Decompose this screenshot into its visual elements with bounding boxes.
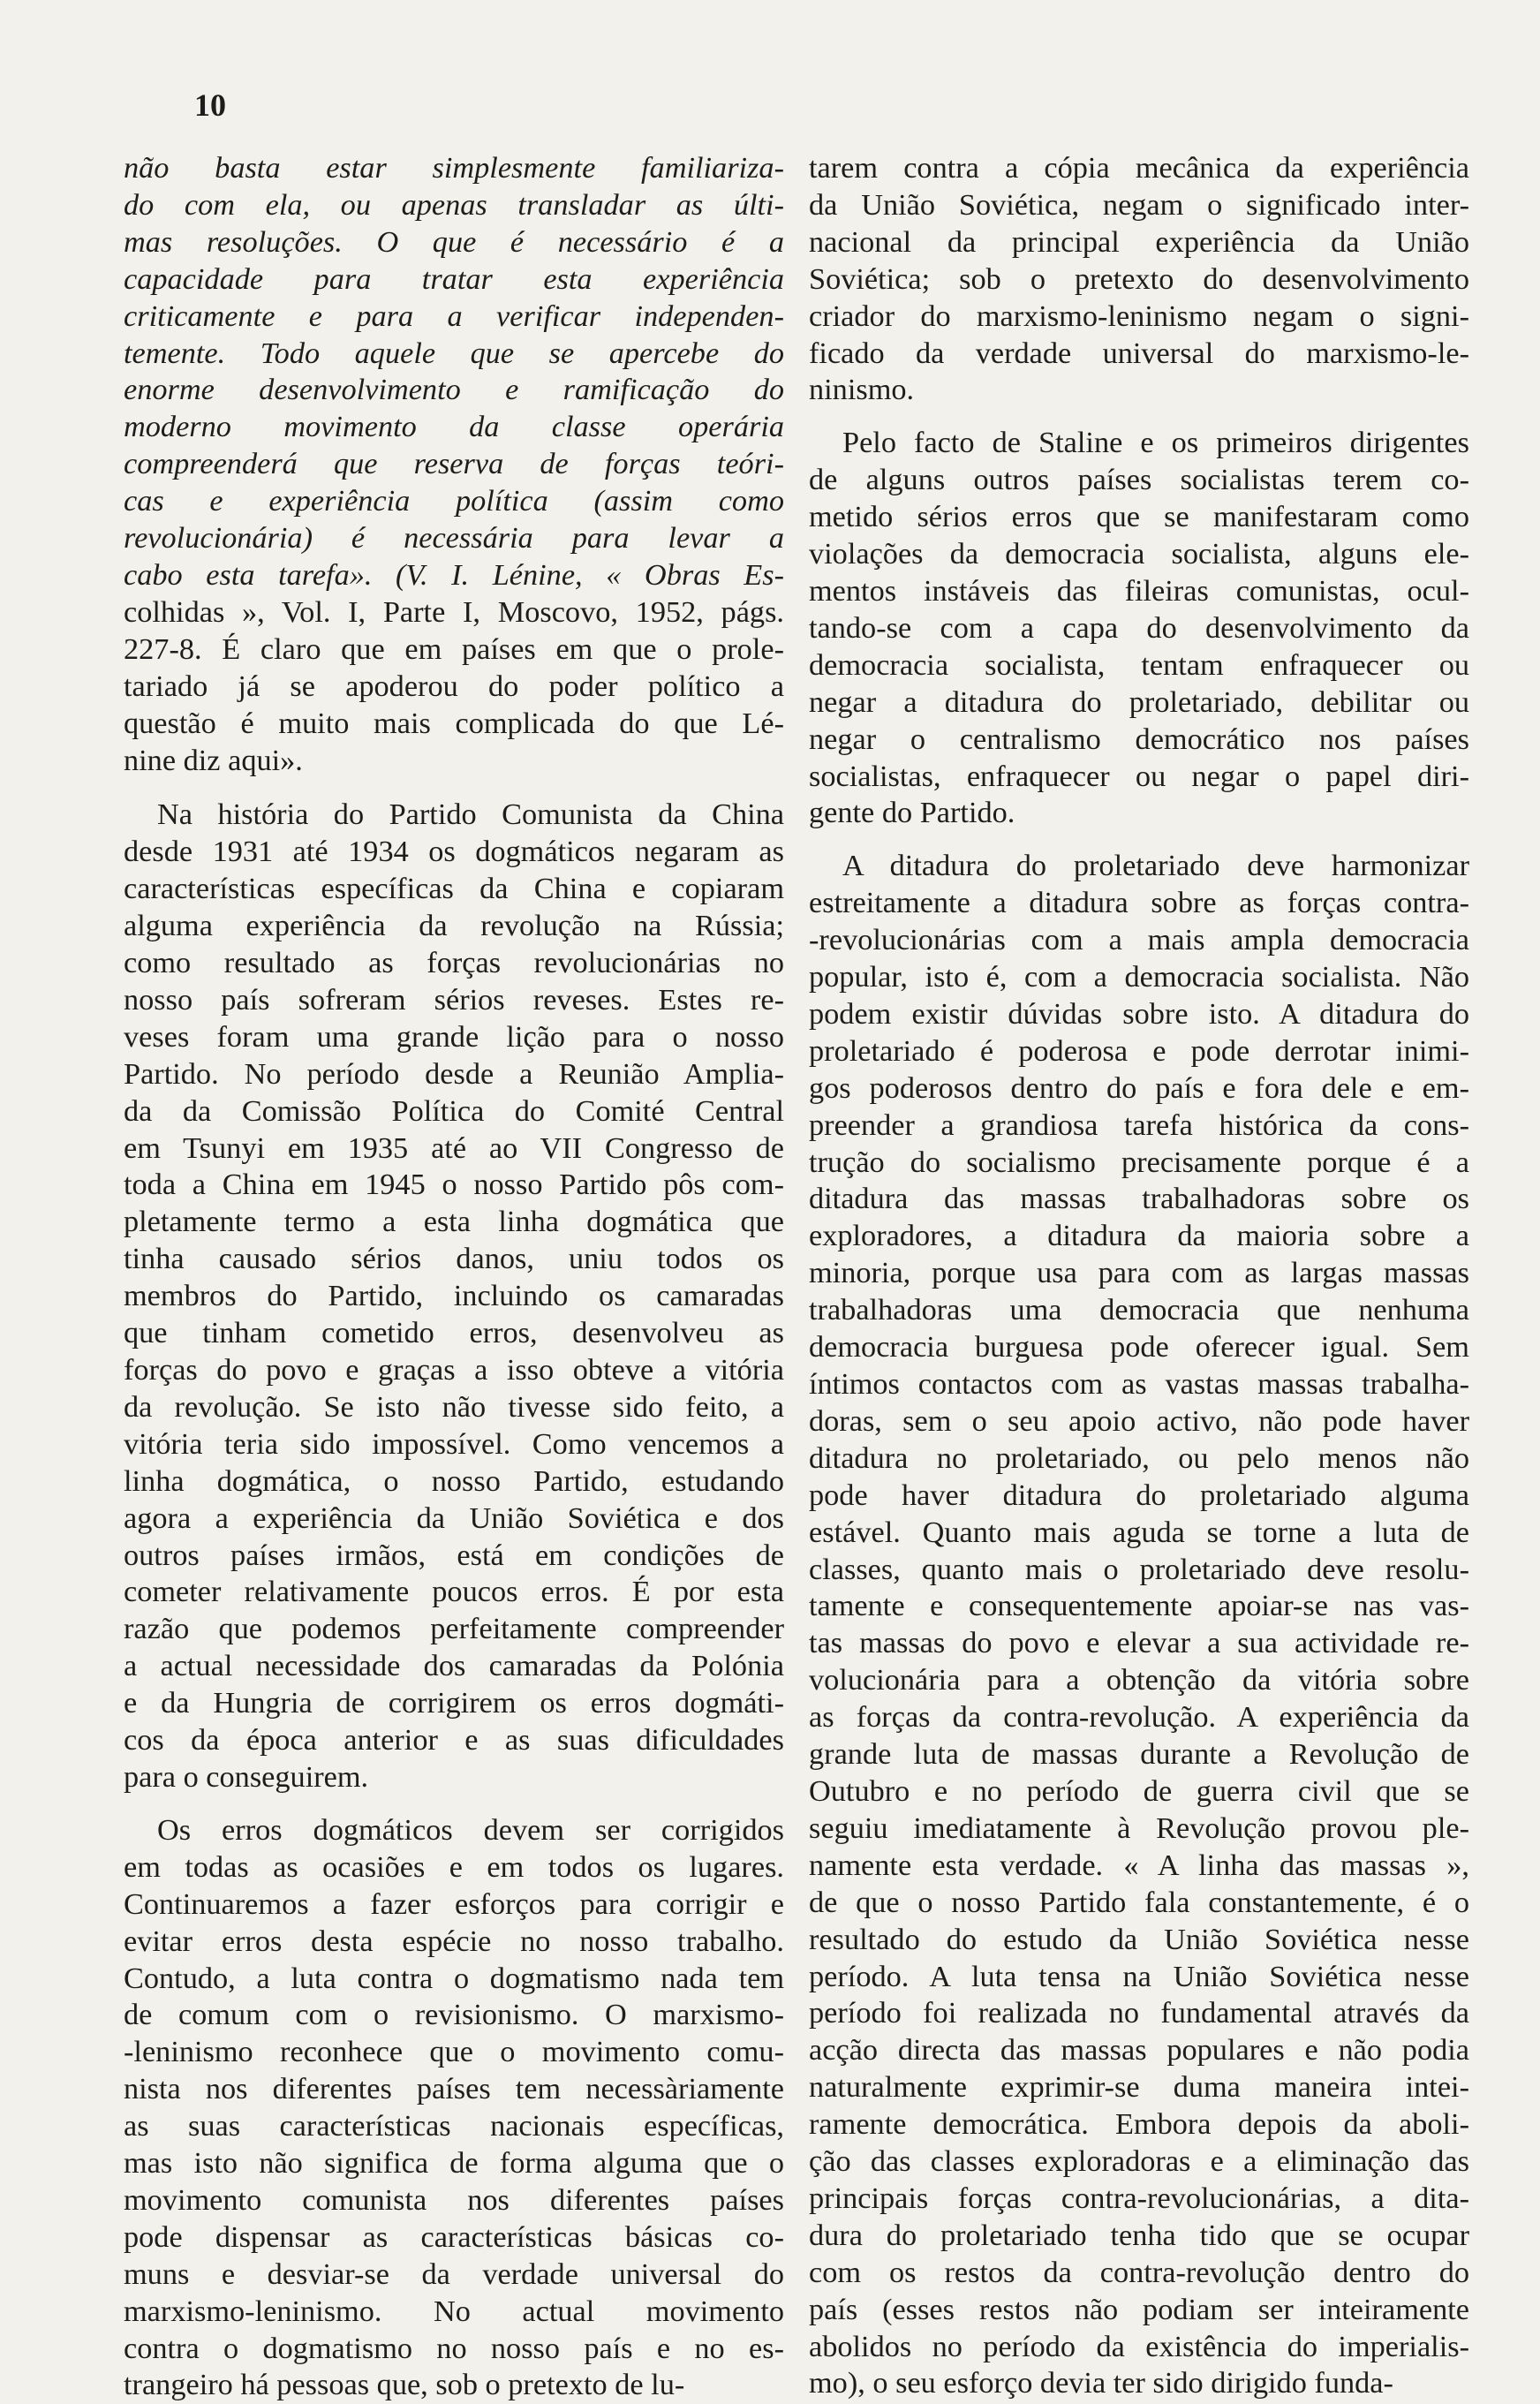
text-line: contra o dogmatismo no nosso país e no es- [124,2331,784,2365]
page-number: 10 [194,87,226,123]
text-line: violações da democracia socialista, alguns ele- [809,537,1469,571]
text-line: namente esta verdade. « A linha das massas », [809,1848,1469,1882]
text-line: principais forças contra-revolucionárias, a dita- [809,2181,1469,2215]
text-line: não basta estar simplesmente familiariza- [124,151,784,185]
paragraph [809,848,1469,2402]
right-column [809,150,1469,2402]
text-line: país (esses restos não podiam ser inteiramente [809,2292,1469,2326]
text-line: veses foram uma grande lição para o nosso [124,1019,784,1054]
text-line: período. A luta tensa na União Soviética nesse [809,1959,1469,1993]
text-line: gos poderosos dentro do país e fora dele e em- [809,1070,1469,1105]
text-line: dura do proletariado tenha tido que se ocupar [809,2218,1469,2252]
text-line: colhidas », Vol. I, Parte I, Moscovo, 1952, págs. [124,594,784,629]
text-line: negar a ditadura do proletariado, debilitar ou [809,684,1469,719]
text-line: popular, isto é, com a democracia socialista. Não [809,960,1469,994]
text-line: em todas as ocasiões e em todos os lugares. [124,1849,784,1884]
text-line: capacidade para tratar esta experiência [124,261,784,296]
text-line: da da Comissão Política do Comité Central [124,1093,784,1128]
text-line: marxismo-leninismo. No actual movimento [124,2294,784,2328]
text-line: ditadura no proletariado, ou pelo menos não [809,1440,1469,1475]
text-line: mas isto não significa de forma alguma que o [124,2146,784,2181]
text-line: as suas características nacionais específicas, [124,2109,784,2143]
text-line: preender a grandiosa tarefa histórica da cons- [809,1108,1469,1142]
text-line: pode haver ditadura do proletariado alguma [809,1478,1469,1512]
text-line: nista nos diferentes países tem necessàriamente [124,2072,784,2106]
text-line: abolidos no período da existência do imperialis- [809,2329,1469,2363]
text-line: Continuaremos a fazer esforços para corrigir e [124,1886,784,1921]
text-line: Soviética; sob o pretexto do desenvolvimento [809,261,1469,296]
text-line: tariado já se apoderou do poder político a [124,669,784,703]
text-line: as forças da contra-revolução. A experiência da [809,1700,1469,1735]
text-line: gente do Partido. [809,796,1015,830]
text-line: temente. Todo aquele que se apercebe do [124,336,784,370]
text-line: minoria, porque usa para com as largas massas [809,1256,1469,1290]
text-line: grande luta de massas durante a Revolução de [809,1737,1469,1772]
text-line: Partido. No período desde a Reunião Amplia- [124,1056,784,1091]
text-line: pode dispensar as características básicas co- [124,2219,784,2254]
text-line: trução do socialismo precisamente porque é a [809,1145,1469,1179]
text-line: movimento comunista nos diferentes países [124,2182,784,2217]
text-line: tamente e consequentemente apoiar-se nas vas- [809,1589,1469,1623]
text-line: características específicas da China e copiaram [124,872,784,906]
text-line: com os restos da contra-revolução dentro do [809,2255,1469,2289]
text-line: revolucionária) é necessária para levar a [124,521,784,556]
text-line: do com ela, ou apenas transladar as últi- [124,187,784,222]
text-line: podem existir dúvidas sobre isto. A ditadura do [809,996,1469,1031]
text-line: mas resoluções. O que é necessário é a [124,224,784,259]
text-line: 227-8. É claro que em países em que o prole- [124,631,784,666]
text-line: seguiu imediatamente à Revolução provou ple- [809,1811,1469,1845]
text-line: metido sérios erros que se manifestaram como [809,500,1469,534]
text-line: ção das classes exploradoras e a eliminação das [809,2144,1469,2179]
text-line: para o conseguirem. [124,1759,369,1794]
text-line: linha dogmática, o nosso Partido, estudando [124,1463,784,1498]
text-line: nine diz aqui». [124,743,303,777]
text-line: evitar erros desta espécie no nosso trabalho. [124,1924,784,1958]
text-line: mo), o seu esforço devia ter sido dirigido funda- [809,2366,1393,2400]
text-line: Contudo, a luta contra o dogmatismo nada tem [124,1961,784,1995]
text-line: outros países irmãos, está em condições de [124,1538,784,1572]
text-line: da revolução. Se isto não tivesse sido feito, a [124,1389,784,1424]
text-line: compreenderá que reserva de forças teóri- [124,447,784,481]
text-line: da União Soviética, negam o significado inter- [809,187,1469,222]
text-line: estável. Quanto mais aguda se torne a luta de [809,1515,1469,1549]
paragraph [124,797,784,1795]
text-line: de comum com o revisionismo. O marxismo- [124,1998,784,2032]
text-line: democracia burguesa pode oferecer igual. Sem [809,1330,1469,1365]
text-line: criticamente e para a verificar independen- [124,299,784,333]
paragraph [124,150,784,779]
text-line: período foi realizada no fundamental através da [809,1996,1469,2030]
text-line: de que o nosso Partido fala constantemente, é o [809,1885,1469,1919]
text-line: íntimos contactos com as vastas massas trabalha- [809,1367,1469,1401]
text-line: enorme desenvolvimento e ramificação do [124,373,784,407]
text-line: vitória teria sido impossível. Como vencemos a [124,1426,784,1461]
text-line: de alguns outros países socialistas terem co- [809,463,1469,497]
text-line: tinha causado sérios danos, uniu todos os [124,1242,784,1276]
text-line: questão é muito mais complicada do que Lé- [124,706,784,740]
text-line: democracia socialista, tentam enfraquecer ou [809,647,1469,682]
text-line: muns e desviar-se da verdade universal do [124,2257,784,2291]
text-line: tarem contra a cópia mecânica da experiência [809,151,1469,185]
text-line: Na história do Partido Comunista da China [157,798,784,832]
text-line: tas massas do povo e elevar a sua actividade re- [809,1626,1469,1660]
text-line: cabo esta tarefa». (V. I. Lénine, « Obras Es- [124,557,784,592]
text-line: trangeiro há pessoas que, sob o pretexto de lu- [124,2368,685,2402]
text-line: ramente democrática. Embora depois da aboli- [809,2107,1469,2142]
text-line: doras, sem o seu apoio activo, não pode haver [809,1403,1469,1438]
text-line: resultado do estudo da União Soviética nesse [809,1922,1469,1956]
text-line: Os erros dogmáticos devem ser corrigidos [157,1812,784,1847]
text-line: razão que podemos perfeitamente compreender [124,1612,784,1646]
text-line: negar o centralismo democrático nos países [809,722,1469,756]
text-line: proletariado é poderosa e pode derrotar inimi- [809,1033,1469,1068]
text-line: cos da época anterior e as suas dificuldades [124,1723,784,1758]
left-column [124,150,784,2404]
text-line: que tinham cometido erros, desenvolveu as [124,1316,784,1350]
paragraph [809,150,1469,409]
text-line: cometer relativamente poucos erros. É por esta [124,1575,784,1609]
text-line: nacional da principal experiência da União [809,224,1469,259]
text-line: ficado da verdade universal do marxismo-le- [809,336,1469,370]
text-line: exploradores, a ditadura da maioria sobre a [809,1219,1469,1253]
text-line: tando-se com a capa do desenvolvimento da [809,610,1469,645]
text-line: desde 1931 até 1934 os dogmáticos negaram as [124,835,784,869]
text-line: agora a experiência da União Soviética e dos [124,1501,784,1535]
text-line: naturalmente exprimir-se duma maneira intei- [809,2070,1469,2105]
text-line: ninismo. [809,373,915,407]
text-line: criador do marxismo-leninismo negam o signi- [809,299,1469,333]
text-line: volucionária para a obtenção da vitória sobre [809,1663,1469,1697]
text-line: a actual necessidade dos camaradas da Polónia [124,1649,784,1683]
text-line: toda a China em 1945 o nosso Partido pôs com- [124,1168,784,1202]
text-line: trabalhadoras uma democracia que nenhuma [809,1293,1469,1327]
text-line: -revolucionárias com a mais ampla democracia [809,923,1469,957]
text-line: membros do Partido, incluindo os camaradas [124,1279,784,1313]
text-line: ditadura das massas trabalhadoras sobre os [809,1182,1469,1216]
paragraph [809,425,1469,832]
text-line: estreitamente a ditadura sobre as forças contra- [809,886,1469,920]
text-line: acção directa das massas populares e não podia [809,2033,1469,2068]
text-line: Pelo facto de Staline e os primeiros dirigentes [842,426,1469,460]
text-line: socialistas, enfraquecer ou negar o papel diri- [809,759,1469,793]
text-line: como resultado as forças revolucionárias no [124,946,784,980]
text-line: -leninismo reconhece que o movimento comu- [124,2035,784,2069]
text-line: cas e experiência política (assim como [124,484,784,518]
text-line: pletamente termo a esta linha dogmática que [124,1205,784,1239]
text-line: em Tsunyi em 1935 até ao VII Congresso de [124,1130,784,1165]
paragraph [124,1812,784,2404]
text-line: A ditadura do proletariado deve harmonizar [842,849,1469,883]
text-line: forças do povo e graças a isso obteve a vitória [124,1353,784,1387]
text-line: nosso país sofreram sérios reveses. Estes re- [124,982,784,1017]
text-line: mentos instáveis das fileiras comunistas, ocul- [809,573,1469,608]
text-line: alguma experiência da revolução na Rússia; [124,909,784,943]
text-line: e da Hungria de corrigirem os erros dogmáti- [124,1686,784,1720]
text-line: Outubro e no período de guerra civil que se [809,1773,1469,1808]
text-line: moderno movimento da classe operária [124,410,784,444]
text-line: classes, quanto mais o proletariado deve resolu- [809,1552,1469,1586]
